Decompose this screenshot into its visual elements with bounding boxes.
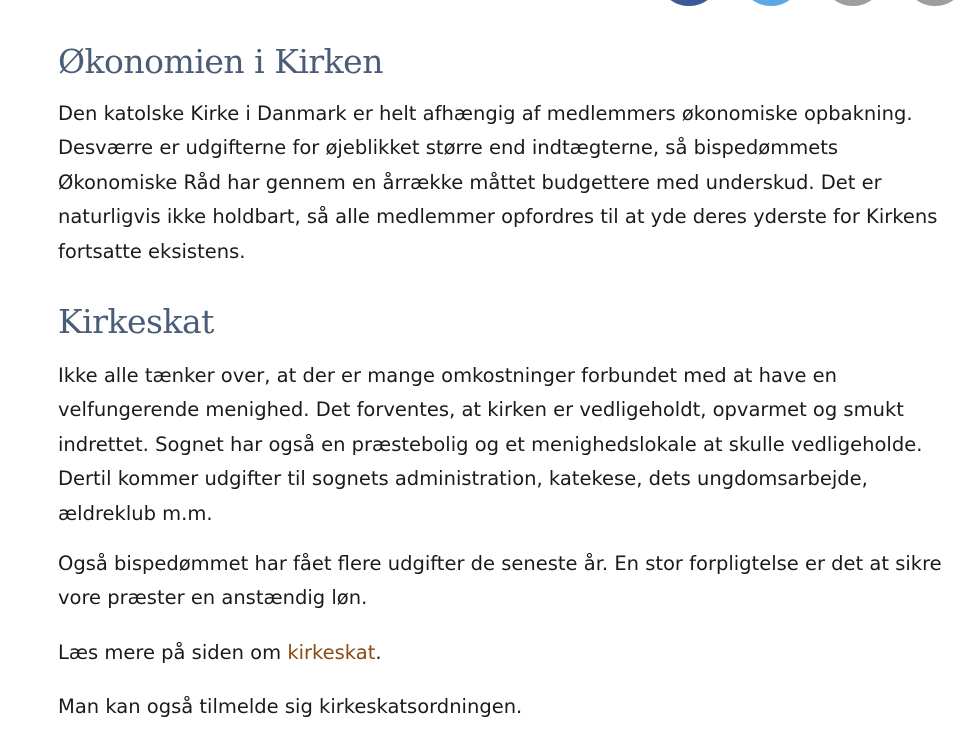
- share-icon[interactable]: [821, 0, 885, 6]
- paragraph-read-more: [58, 636, 382, 670]
- heading-kirkeskat: Kirkeskat: [58, 302, 214, 341]
- kirkeskat-link[interactable]: kirkeskat: [287, 641, 376, 664]
- read-more-prefix: Læs mere på siden om: [58, 641, 288, 664]
- paragraph-signup: Man kan også tilmelde sig kirkeskatsordningen.: [58, 695, 523, 718]
- twitter-share-icon[interactable]: [739, 0, 803, 6]
- email-share-icon[interactable]: [903, 0, 967, 6]
- paragraph-kirkeskat-costs: Ikke alle tænker over, at der er mange omkostninger forbundet med at have en velfungerende menighed. Det forventes, at kirken er vedligeholdt, opvarmet og smukt indrettet. Sognet har også en præstebolig og et menighedslokale at skulle vedligeholde. Dertil kommer udgifter til sognets administration, katekese, dets ungdomsarbejde, ældreklub m.m.: [58, 364, 923, 525]
- paragraph-oekonomi: Den katolske Kirke i Danmark er helt afhængig af medlemmers økonomiske opbakning. Desværre er udgifterne for øjeblikket større end indtægterne, så bispedømmets Økonomiske Råd har gennem en årrække måttet budgettere med underskud. Det er naturligvis ikke holdbart, så alle medlemmer opfordres til at yde deres yderste for Kirkens fortsatte eksistens.: [58, 102, 938, 263]
- paragraph-kirkeskat-diocese: Også bispedømmet har fået flere udgifter de seneste år. En stor forpligtelse er det at sikre vore præster en anstændig løn.: [58, 552, 942, 610]
- facebook-share-icon[interactable]: [657, 0, 721, 6]
- share-buttons: [0, 0, 970, 10]
- read-more-suffix: .: [375, 641, 382, 664]
- heading-oekonomien: Økonomien i Kirken: [58, 42, 383, 81]
